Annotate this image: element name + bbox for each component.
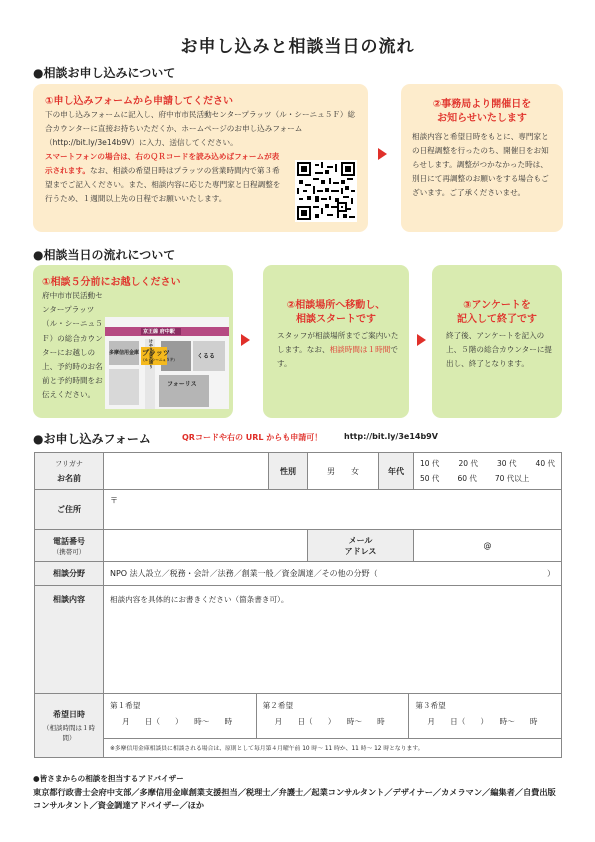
age-option[interactable]: 20 代 [458, 459, 478, 468]
application-step1-box [33, 84, 368, 232]
page-title: お申し込みと相談当日の流れ [180, 37, 415, 57]
gender-options[interactable]: 男 女 [308, 453, 379, 490]
qr-instruction: スマートフォンの場合は、右のＱＲコードを読み込めばフォームが表示されます。 [45, 152, 280, 175]
name-input[interactable] [104, 453, 269, 490]
phone-label-cell [35, 530, 104, 562]
day-step1-title: ①相談５分前にお越しください [42, 277, 181, 288]
phone-sub-label: （携帯可） [52, 547, 86, 556]
date-format: 月 日（ ） 時〜 時 [122, 717, 233, 726]
field-options[interactable] [104, 562, 562, 586]
date-choice-3[interactable] [409, 694, 561, 738]
step1-text-2 [45, 150, 285, 206]
qr-code-icon[interactable] [295, 160, 357, 222]
content-placeholder: 相談内容を具体的にお書きください（箇条書き可）。 [110, 595, 289, 604]
day-step2-text-main: スタッフが相談場所までご案内いたします。なお、 [277, 331, 399, 354]
field-options-text[interactable]: NPO 法人設立／税務・会計／法務／創業一般／資金調達／その他の分野（ [110, 569, 378, 578]
step2-title [401, 98, 563, 126]
choice-label: 第２希望 [262, 701, 294, 710]
age-row-1 [420, 456, 555, 471]
phone-label: 電話番号 [53, 536, 85, 546]
furigana-label: フリガナ [55, 459, 83, 468]
day-step1-text: 府中市市民活動センタープラッツ（ル・シーニュ５Ｆ）の総合カウンターにお越しの上、予約時のお名前と予約時間をお伝えください。 [42, 291, 103, 400]
step2-title-line1: ②事務局より開催日を [432, 99, 532, 110]
arrow-right-icon [241, 334, 250, 346]
age-option[interactable]: 60 代 [457, 474, 477, 483]
age-option[interactable]: 50 代 [420, 474, 440, 483]
map-platz-sub-label: （ル・シーニュ５Ｆ） [141, 358, 177, 362]
field-close: ） [547, 569, 555, 578]
map-forus-label: フォーリス [167, 381, 197, 388]
arrow-right-icon [417, 334, 426, 346]
choice-label: 第３希望 [415, 701, 446, 710]
application-form [34, 452, 562, 758]
address-label: ご住所 [35, 490, 104, 530]
day-step3-text: 終了後、アンケートを記入の上、５階の総合カウンターに提出し、終了となります。 [446, 331, 553, 368]
day-step3-title-line1: ③アンケートを [463, 300, 531, 311]
field-label: 相談分野 [35, 562, 104, 586]
mail-label-cell [308, 530, 414, 562]
date-sub-label: （相談時間は１時間） [43, 723, 95, 742]
day-step2-box [263, 265, 409, 418]
map-kururu-label: くるる [197, 353, 216, 360]
phone-input[interactable] [104, 530, 308, 562]
form-url-link[interactable]: http://bit.ly/3e14b9V [344, 432, 438, 441]
date-format: 月 日（ ） 時〜 時 [427, 717, 538, 726]
date-choice-2[interactable] [257, 694, 410, 738]
date-choices [104, 694, 562, 758]
day-step2-text-end: です。 [277, 345, 398, 368]
mail-label-line1: メール [348, 535, 373, 545]
date-choices-row [104, 694, 561, 738]
age-option[interactable]: 70 代以上 [494, 474, 530, 483]
day-step2-title [263, 299, 409, 327]
session-duration: 相談時間は１時間 [329, 345, 391, 354]
map-bank-label: 多摩信用金庫 [108, 350, 139, 356]
age-option[interactable]: 10 代 [420, 459, 440, 468]
date-label-cell [35, 694, 104, 758]
age-label: 年代 [379, 453, 414, 490]
qr-note: QRコードや右の URL からも申請可！ [182, 433, 323, 442]
age-option[interactable]: 30 代 [497, 459, 517, 468]
day-step3-title-line2: 記入して終了です [457, 314, 537, 325]
step1-text-tail: なお、相談の希望日時はプラッツの営業時間内で第３希望までご記入ください。また、相談内容に応じた専門家と日程調整を行うため、１週間以上先の日程でお願いいたします。 [45, 166, 281, 203]
day-step2-title-line1: ②相談場所へ移動し、 [286, 300, 386, 311]
arrow-right-icon [378, 148, 387, 160]
step1-title: ①申し込みフォームから申請してください [45, 96, 233, 107]
age-option[interactable]: 40 代 [535, 459, 555, 468]
section-heading-form: ●お申し込みフォーム [33, 432, 151, 446]
date-choice-1[interactable] [104, 694, 257, 738]
name-label: お名前 [57, 473, 81, 483]
email-input[interactable] [414, 530, 562, 562]
application-step2-box [401, 84, 563, 232]
day-step3-title [432, 299, 562, 327]
map-street-label: けやき並木通り [149, 339, 154, 369]
map-station-label: 京王線 府中駅 [143, 329, 175, 335]
gender-label: 性別 [269, 453, 308, 490]
advisers-list: 東京都行政書士会府中支部／多摩信用金庫創業支援担当／税理士／弁護士／起業コンサルタント／デザイナー／カメラマン／編集者／自費出版コンサルタント／資金調達アドバイザー／ほか [33, 787, 556, 810]
age-row-2 [420, 471, 555, 486]
day-step2-text [277, 329, 401, 371]
postal-mark: 〒 [110, 496, 118, 505]
choice-label: 第１希望 [110, 701, 141, 710]
day-step3-box [432, 265, 562, 418]
mail-label-line2: アドレス [344, 546, 377, 556]
address-input[interactable] [104, 490, 562, 530]
day-step1-box [33, 265, 233, 418]
date-note: ※多摩信用金庫相談員に相談される場合は、原則として毎月第４月曜午前 10 時〜 11 時か、11 時〜 12 時となります。 [104, 738, 561, 756]
step1-text [45, 108, 357, 150]
content-input[interactable] [104, 586, 562, 694]
map [105, 317, 229, 409]
step2-title-line2: お知らせいたします [437, 113, 527, 124]
date-format: 月 日（ ） 時〜 時 [274, 717, 385, 726]
section-heading-day-flow: ●相談当日の流れについて [33, 248, 176, 262]
field-options-row [110, 568, 555, 579]
step2-text: 相談内容と希望日時をもとに、専門家との日程調整を行ったのち、開催日をお知らせします。調整がつかなかった時は、別日にて再調整のお願いをする場合もございます。ご了承くださいませ。 [412, 132, 549, 197]
name-label-cell [35, 453, 104, 490]
step1-text-main: 下の申し込みフォームに記入し、府中市市民活動センタープラッツ（ル・シーニュ５Ｆ）総合カウンターに直接お持ちいただくか、ホームページのお申し込みフォーム（http://bit.ly/3e14b9V）に入力、送信してください。 [45, 110, 356, 147]
advisers-heading: ●皆さまからの相談を担当するアドバイザー [33, 774, 184, 783]
at-mark: @ [483, 541, 492, 550]
age-options[interactable] [414, 453, 562, 490]
section-heading-application: ●相談お申し込みについて [33, 66, 176, 80]
day-step2-title-line2: 相談スタートです [296, 314, 376, 325]
content-label: 相談内容 [35, 586, 104, 694]
date-label: 希望日時 [53, 709, 85, 719]
map-platz-label: プラッツ [142, 349, 170, 357]
